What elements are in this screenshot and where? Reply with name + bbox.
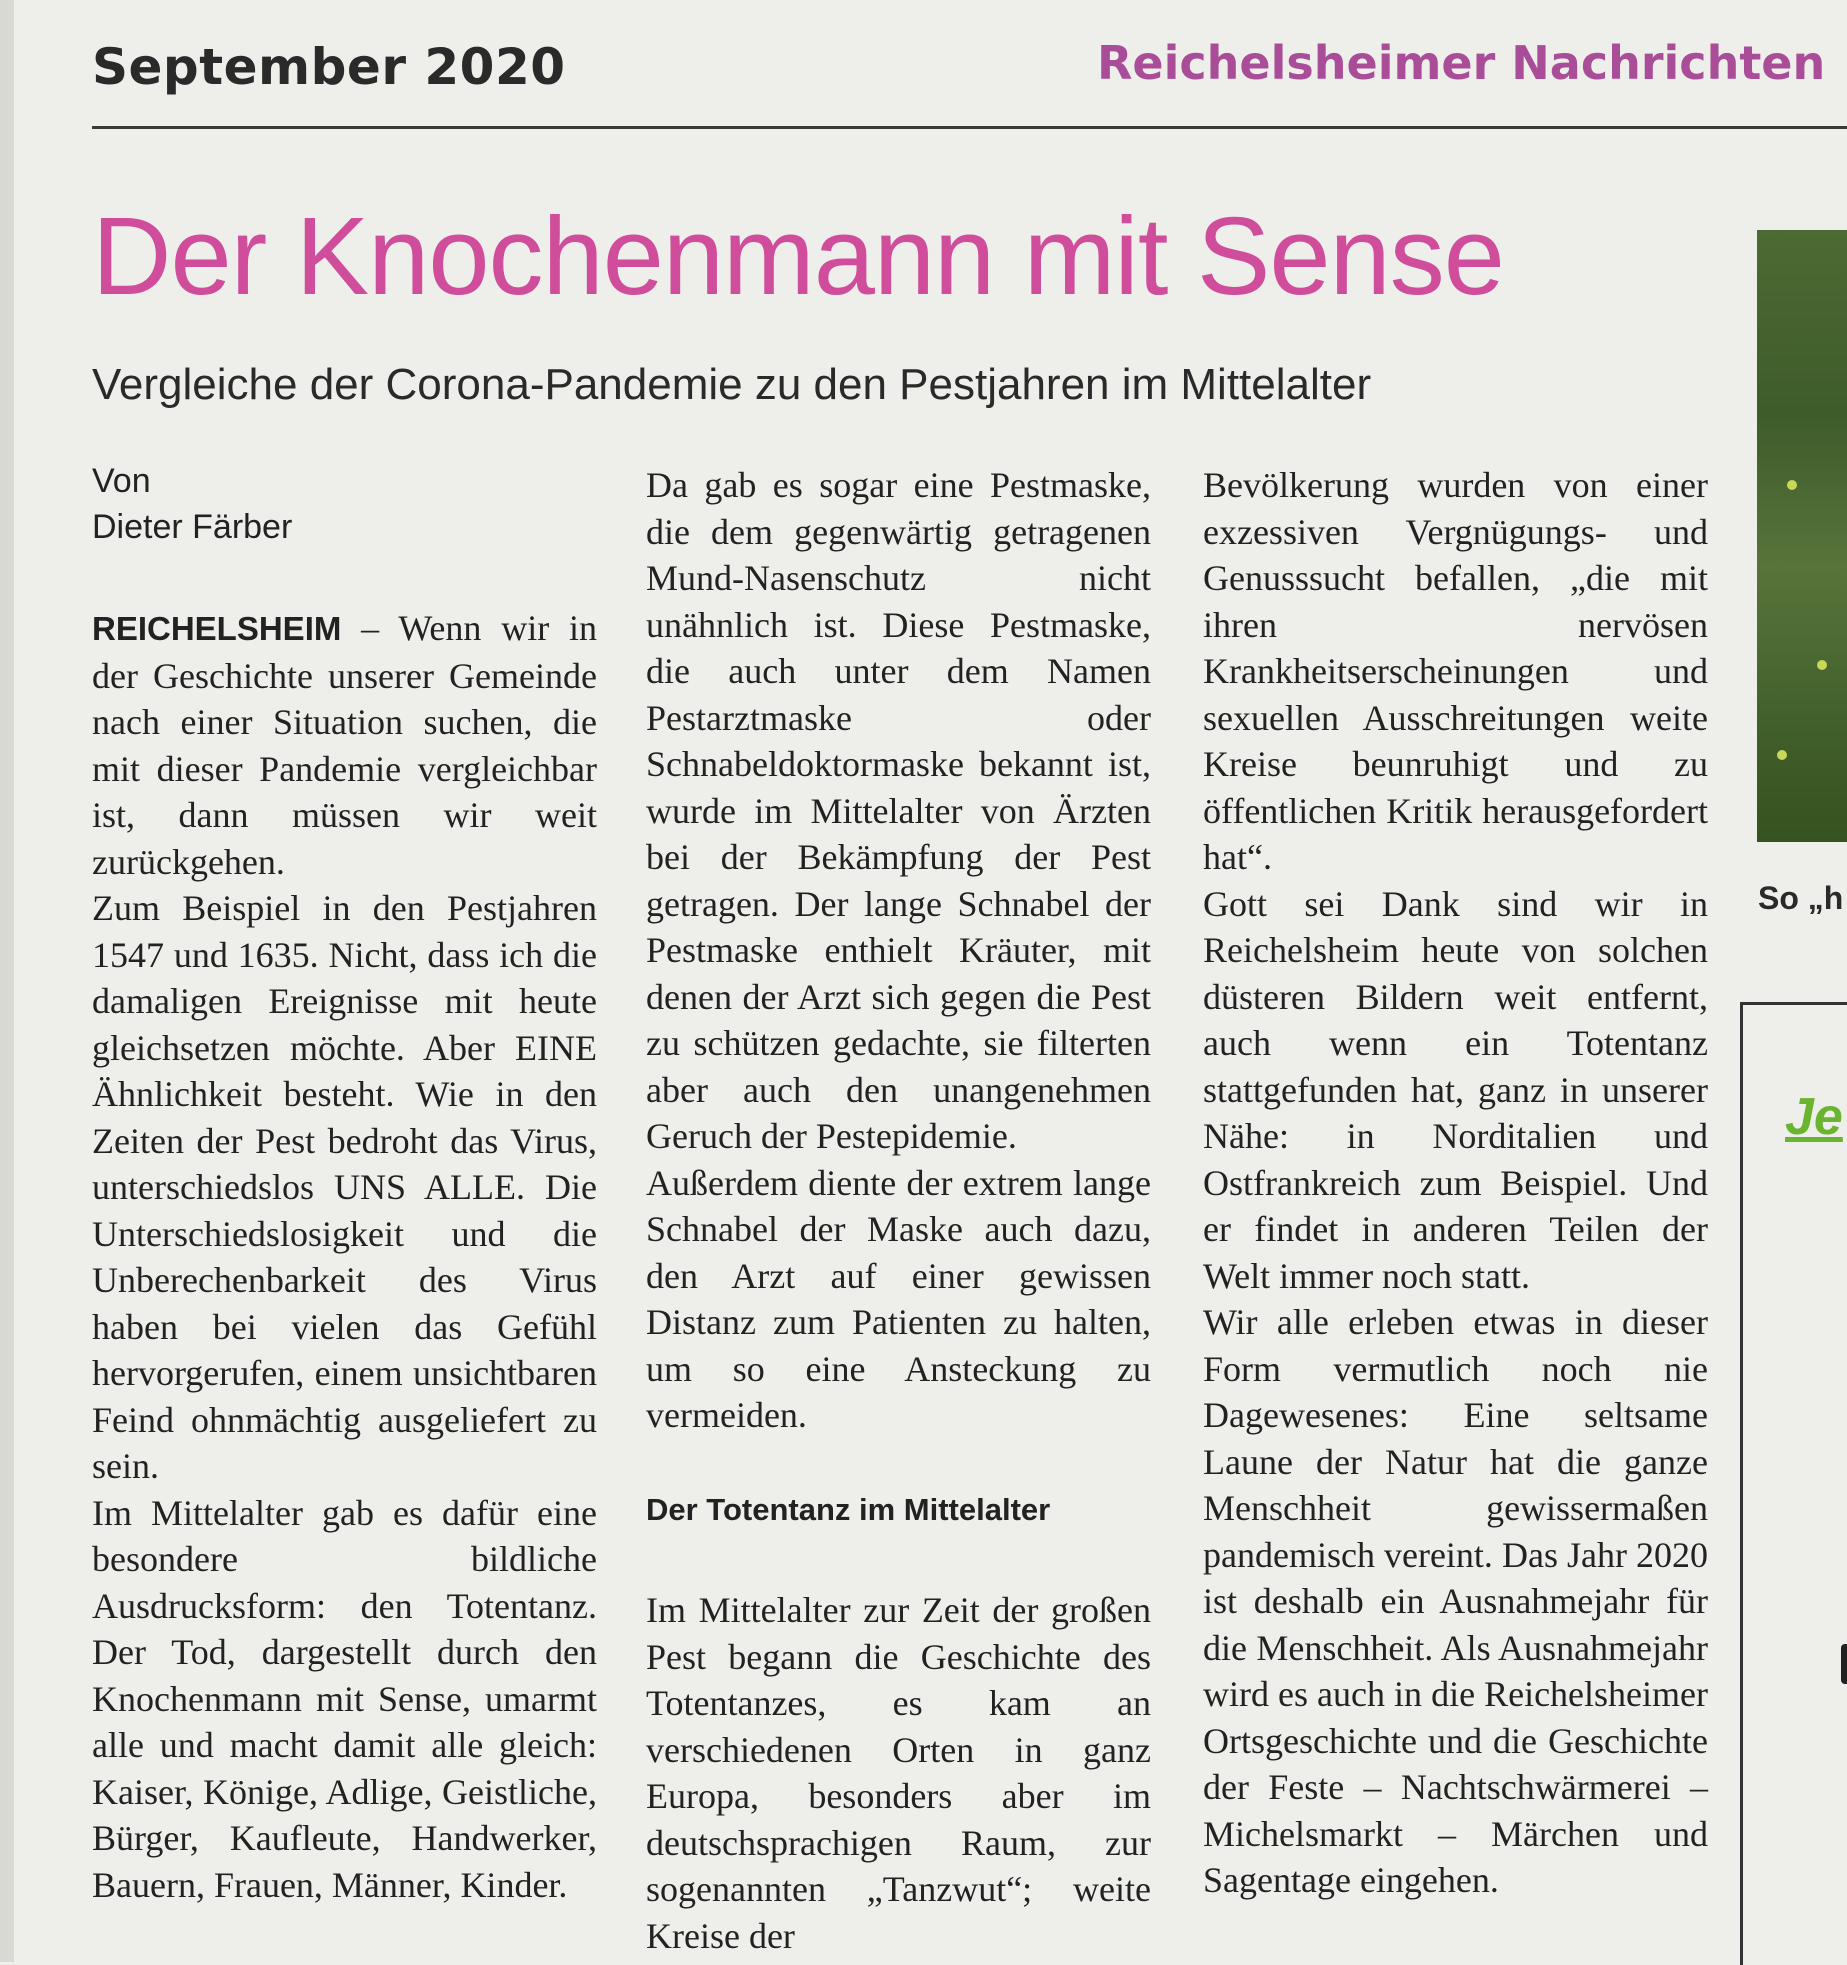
cropped-photo — [1757, 230, 1847, 842]
sidebar-box — [1740, 1002, 1847, 1965]
photo-detail — [1817, 660, 1827, 670]
newspaper-name: Reichelsheimer Nachrichten — [1097, 36, 1826, 90]
article-subheadline: Vergleiche der Corona-Pandemie zu den Pestjahren im Mittelalter — [92, 360, 1372, 409]
paragraph — [92, 605, 597, 885]
article-headline: Der Knochenmann mit Sense — [92, 195, 1504, 318]
paragraph: Da gab es sogar eine Pestmaske, die dem gegenwärtig getragenen Mund-Nasenschutz nicht unähnlich ist. Diese Pestmaske, die auch unter dem Namen Pestarztmaske oder Schnabeldoktormaske bekannt ist, wurde im Mittelalter von Ärzten bei der Bekämpfung der Pest getragen. Der lange Schnabel der Pestmaske enthielt Kräuter, mit denen der Arzt sich gegen die Pest zu schützen gedachte, sie filterten aber auch den unangenehmen Geruch der Pestepidemie. — [646, 465, 1151, 1156]
paragraph: Wir alle erleben etwas in dieser Form vermutlich noch nie Dagewesenes: Eine seltsame Laune der Natur hat die ganze Menschheit gewissermaßen pandemisch vereint. Das Jahr 2020 ist deshalb ein Ausnahmejahr für die Menschheit. Als Ausnahmejahr wird es auch in die Reichelsheimer Ortsgeschichte und die Geschichte der Feste – Nachtschwärmerei – Michelsmarkt – Märchen und Sagentage eingehen. — [1203, 1302, 1708, 1900]
sidebar-box-title: Je — [1785, 1088, 1843, 1146]
issue-date: September 2020 — [92, 38, 566, 96]
byline-label: Von — [92, 462, 151, 500]
page-edge — [0, 0, 14, 1962]
paragraph: Bevölkerung wurden von einer exzessiven Vergnügungs- und Genusssucht befallen, „die mit ihren nervösen Krankheitserscheinungen und sexuellen Ausschreitungen weite Kreise beunruhigt und zu öffentlichen Kritik herausgefordert hat“. — [1203, 465, 1708, 877]
article-column-1 — [92, 605, 597, 1908]
paragraph: Im Mittelalter gab es dafür eine besondere bildliche Ausdrucksform: den Totentanz. Der Tod, dargestellt durch den Knochenmann mit Sense, umarmt alle und macht damit alle gleich: Kaiser, Könige, Adlige, Geistliche, Bürger, Kaufleute, Handwerker, Bauern, Frauen, Männer, Kinder. — [92, 1492, 597, 1905]
paragraph: Außerdem diente der extrem lange Schnabel der Maske auch dazu, den Arzt auf einer gewissen Distanz zum Patienten zu halten, um so eine Ansteckung zu vermeiden. — [646, 1162, 1151, 1435]
page-edge-mark — [1841, 1644, 1847, 1684]
author-name: Dieter Färber — [92, 508, 293, 546]
paragraph: Im Mittelalter zur Zeit der großen Pest begann die Geschichte des Totentanzes, es kam an verschiedenen Orten in ganz Europa, besonders aber im deutschsprachigen Raum, zur sogenannten „Tanzwut“; weite Kreise der — [646, 1590, 1151, 1956]
photo-detail — [1787, 480, 1797, 490]
paragraph: Gott sei Dank sind wir in Reichelsheim heute von solchen düsteren Bildern weit entfernt, auch wenn ein Totentanz stattgefunden hat, ganz in unserer Nähe: in Norditalien und Ostfrankreich zum Beispiel. Und er findet in anderen Teilen der Welt immer noch statt. — [1203, 883, 1708, 1296]
photo-detail — [1777, 750, 1787, 760]
section-heading: Der Totentanz im Mittelalter — [646, 1491, 1051, 1527]
paragraph-text: – Wenn wir in der Geschichte unserer Gemeinde nach einer Situation suchen, die mit dieser Pandemie vergleichbar ist, dann müssen wir weit zurückgehen. — [92, 608, 597, 882]
dateline: REICHELSHEIM — [92, 610, 342, 647]
article-column-3 — [1203, 462, 1708, 1904]
photo-caption: So „h — [1758, 880, 1844, 916]
paragraph: Zum Beispiel in den Pestjahren 1547 und 1635. Nicht, dass ich die damaligen Ereignisse mit heute gleichsetzen möchte. Aber EINE Ähnlichkeit besteht. Wie in den Zeiten der Pest bedroht das Virus, unterschiedslos UNS ALLE. Die Unterschiedslosigkeit und die Unberechenbarkeit des Virus haben bei vielen das Gefühl hervorgerufen, einem unsichtbaren Feind ohnmächtig ausgeliefert zu sein. — [92, 888, 597, 1486]
article-column-2 — [646, 462, 1151, 1959]
byline — [92, 458, 292, 550]
header-divider — [92, 126, 1847, 129]
